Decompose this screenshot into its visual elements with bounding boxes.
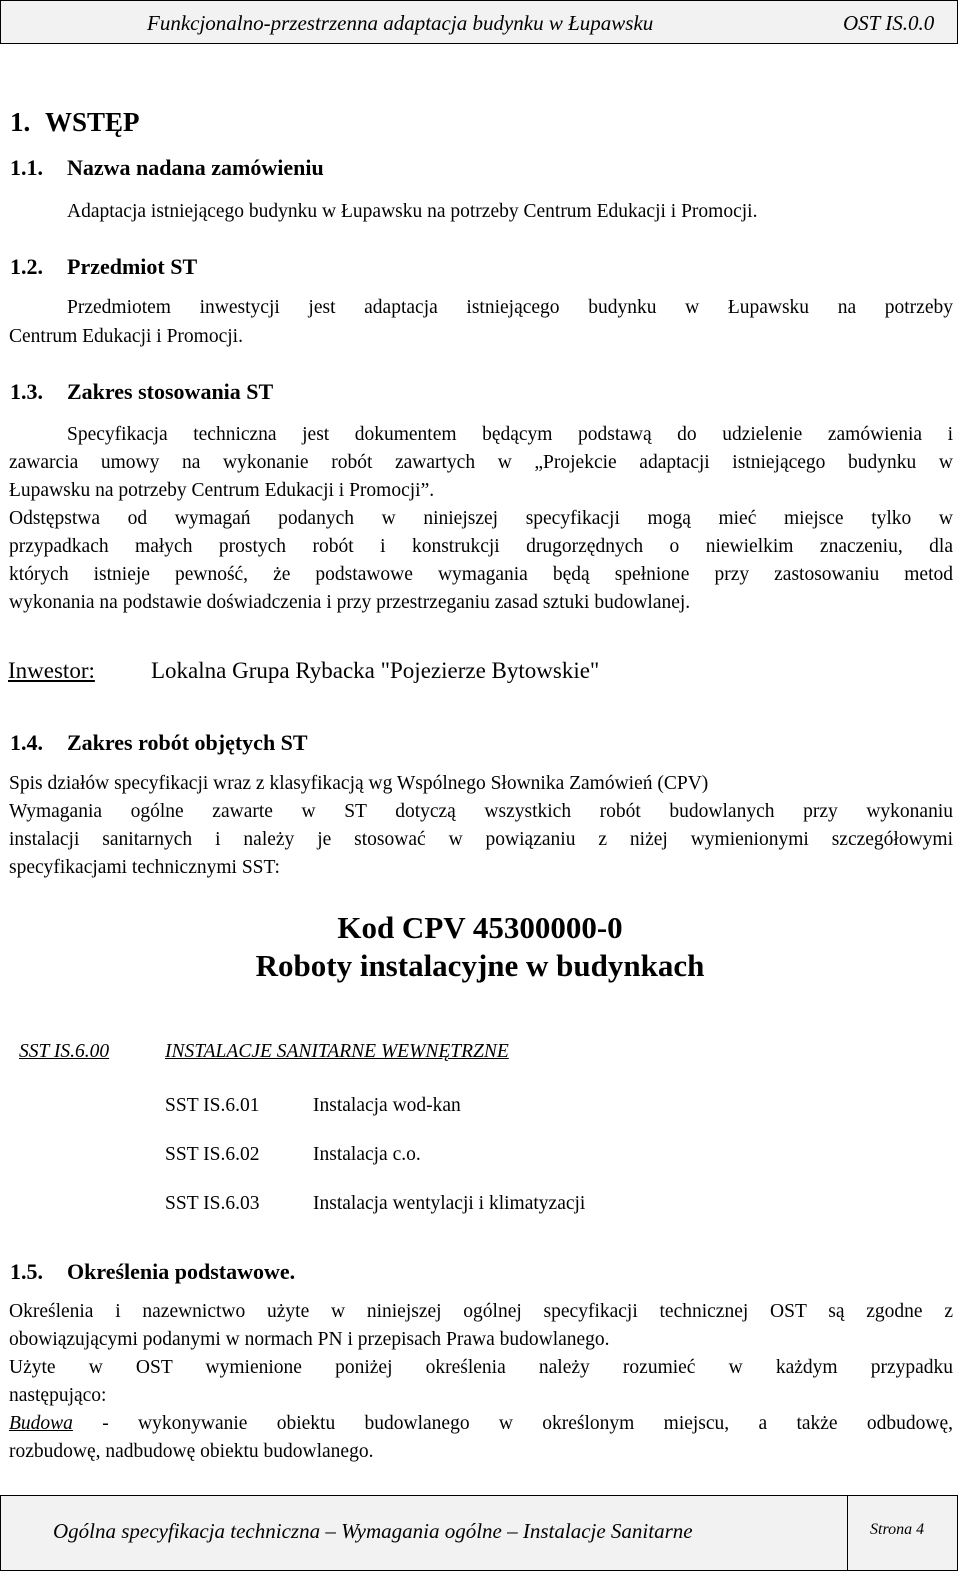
section-1-5-heading	[10, 1259, 296, 1285]
page-footer	[0, 1495, 958, 1571]
section-1-2-line2: Centrum Edukacji i Promocji.	[9, 326, 243, 347]
section-1-5-line1: Określenia i nazewnictwo użyte w niniejszej ogólnej specyfikacji technicznej OST są zgodne z	[9, 1301, 953, 1322]
cpv-code: Kod CPV 45300000-0	[337, 910, 623, 945]
sst-item-title: Instalacja wentylacji i klimatyzacji	[313, 1193, 586, 1214]
section-1-3-p1-line1: Specyfikacja techniczna jest dokumentem będącym podstawą do udzielenie zamówienia i	[67, 424, 953, 445]
sst-item-title: Instalacja c.o.	[313, 1144, 421, 1165]
definition-text: - wykonywanie obiektu budowlanego w określonym miejscu, a także odbudowę,	[72, 1413, 953, 1434]
section-number: 1.	[10, 107, 31, 137]
section-number: 1.3.	[10, 379, 43, 404]
section-1-4-line1: Spis działów specyfikacji wraz z klasyfikacją wg Wspólnego Słownika Zamówień (CPV)	[9, 773, 709, 794]
cpv-name: Roboty instalacyjne w budynkach	[255, 948, 705, 983]
definition-term: Budowa	[9, 1413, 73, 1434]
section-1-1-text: Adaptacja istniejącego budynku w Łupawsku na potrzeby Centrum Edukacji i Promocji.	[67, 201, 758, 222]
section-1-3-p1-line2: zawarcia umowy na wykonanie robót zawartych w „Projekcie adaptacji istniejącego budynku w	[9, 452, 953, 473]
footer-divider	[847, 1496, 848, 1570]
section-title: Zakres robót objętych ST	[67, 730, 308, 755]
section-1-5-line4: następująco:	[9, 1385, 107, 1406]
section-1-3-p2-line4: wykonania na podstawie doświadczenia i przy przestrzeganiu zasad sztuki budowlanej.	[9, 592, 691, 613]
section-number: 1.2.	[10, 254, 43, 279]
sst-item-code: SST IS.6.03	[165, 1193, 260, 1214]
section-1-4-line3: instalacji sanitarnych i należy je stosować w powiązaniu z niżej wymienionymi szczegółowymi	[9, 829, 953, 850]
section-number: 1.1.	[10, 155, 43, 180]
footer-page-number: Strona 4	[870, 1521, 925, 1538]
section-1-5-line2: obowiązującymi podanymi w normach PN i przepisach Prawa budowlanego.	[9, 1329, 610, 1350]
section-1-3-heading	[10, 379, 274, 405]
section-1-2-heading	[10, 254, 198, 280]
header-title: Funkcjonalno-przestrzenna adaptacja budynku w Łupawsku	[147, 11, 654, 35]
section-1-5-line3: Użyte w OST wymienione poniżej określenia należy rozumieć w każdym przypadku	[9, 1357, 953, 1378]
sst-main-code: SST IS.6.00	[19, 1041, 110, 1062]
section-title: Nazwa nadana zamówieniu	[67, 155, 324, 180]
sst-main-title: INSTALACJE SANITARNE WEWNĘTRZNE	[165, 1041, 509, 1062]
header-code: OST IS.0.0	[843, 11, 935, 35]
section-title: Zakres stosowania ST	[67, 379, 274, 404]
section-1-2-line1: Przedmiotem inwestycji jest adaptacja istniejącego budynku w Łupawsku na potrzeby	[67, 297, 953, 318]
section-1-heading	[10, 107, 140, 138]
page-header	[0, 0, 958, 44]
section-title: Przedmiot ST	[67, 254, 198, 279]
investor-label-text: Inwestor:	[8, 658, 95, 683]
section-1-3-p2-line1: Odstępstwa od wymagań podanych w niniejszej specyfikacji mogą mieć miejsce tylko w	[9, 508, 953, 529]
section-number: 1.5.	[10, 1259, 43, 1284]
section-number: 1.4.	[10, 730, 43, 755]
section-1-4-heading	[10, 730, 308, 756]
definition-budowa-line2: rozbudowę, nadbudowę obiektu budowlanego.	[9, 1441, 374, 1462]
definition-budowa	[9, 1410, 953, 1439]
investor-name: Lokalna Grupa Rybacka "Pojezierze Bytowskie"	[151, 658, 600, 683]
section-1-1-heading	[10, 155, 324, 181]
sst-item-code: SST IS.6.02	[165, 1144, 260, 1165]
section-1-4-line4: specyfikacjami technicznymi SST:	[9, 857, 280, 878]
section-1-3-p2-line2: przypadkach małych prostych robót i konstrukcji drugorzędnych o niewielkim znaczeniu, dla	[9, 536, 953, 557]
section-title: Określenia podstawowe.	[67, 1259, 296, 1284]
sst-item-code: SST IS.6.01	[165, 1095, 260, 1116]
sst-item-title: Instalacja wod-kan	[313, 1095, 461, 1116]
section-title: WSTĘP	[45, 107, 140, 137]
section-1-3-p2-line3: których istnieje pewność, że podstawowe wymagania będą spełnione przy zastosowaniu metod	[9, 564, 953, 585]
investor-label	[8, 658, 95, 684]
footer-title: Ogólna specyfikacja techniczna – Wymagania ogólne – Instalacje Sanitarne	[53, 1519, 693, 1543]
section-1-3-p1-line3: Łupawsku na potrzeby Centrum Edukacji i Promocji”.	[9, 480, 435, 501]
section-1-4-line2: Wymagania ogólne zawarte w ST dotyczą wszystkich robót budowlanych przy wykonaniu	[9, 801, 953, 822]
